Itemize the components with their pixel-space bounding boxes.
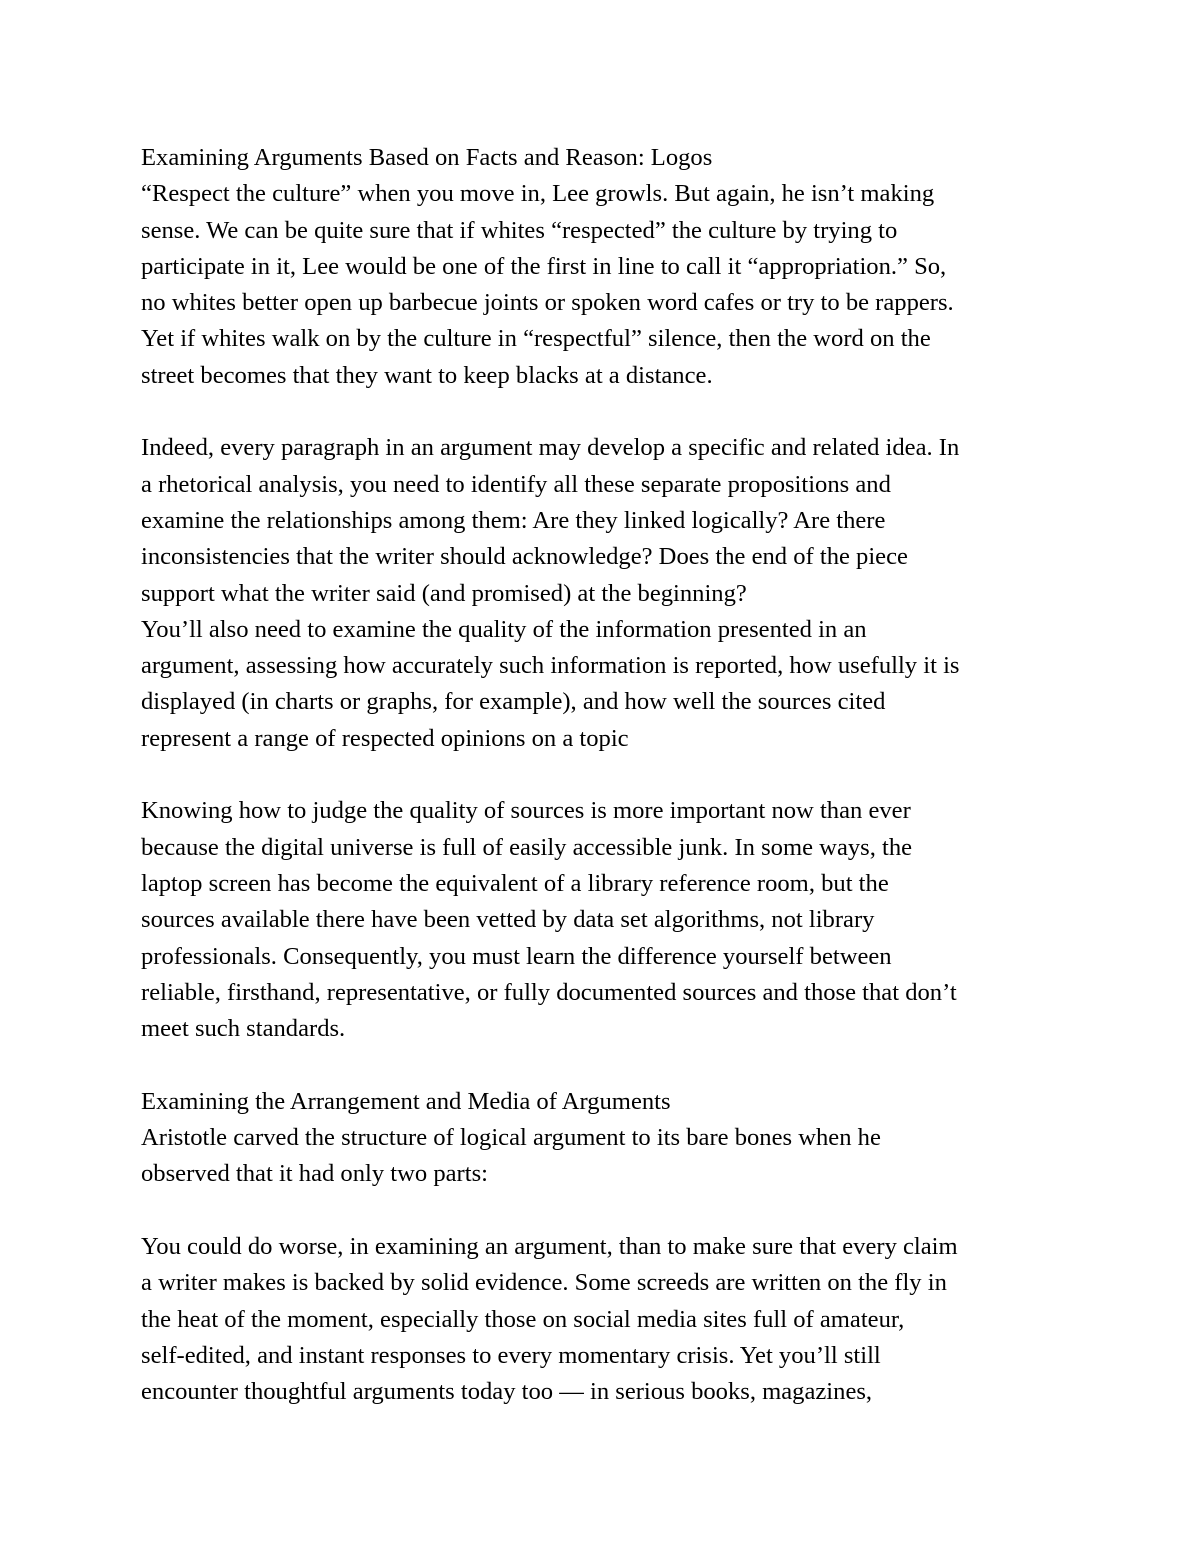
text-line: no whites better open up barbecue joints or spoken word cafes or try to be rappers. [141, 289, 954, 317]
text-line: because the digital universe is full of easily accessible junk. In some ways, the [141, 833, 913, 861]
text-line: participate in it, Lee would be one of the first in line to call it “appropriation.” So, [141, 252, 947, 280]
text-line: Knowing how to judge the quality of sources is more important now than ever [141, 797, 911, 825]
text-line: displayed (in charts or graphs, for example), and how well the sources cited [141, 688, 886, 716]
section-heading: Examining the Arrangement and Media of Arguments [141, 1087, 671, 1115]
text-line: meet such standards. [141, 1015, 346, 1043]
text-line: street becomes that they want to keep blacks at a distance. [141, 361, 713, 389]
section-heading: Examining Arguments Based on Facts and Reason: Logos [141, 144, 713, 171]
text-line: support what the writer said (and promised) at the beginning? [141, 579, 747, 607]
text-line: “Respect the culture” when you move in, Lee growls. But again, he isn’t making [141, 180, 935, 208]
paragraph-spacer [141, 1047, 1081, 1083]
text-line: sources available there have been vetted by data set algorithms, not library [141, 906, 875, 934]
text-line: Indeed, every paragraph in an argument may develop a specific and related idea. In [141, 434, 960, 462]
paragraph-evidence [141, 1229, 1081, 1410]
text-line: argument, assessing how accurately such information is reported, how usefully it is [141, 652, 960, 680]
document-body [141, 140, 1081, 1410]
text-line: reliable, firsthand, representative, or fully documented sources and those that don’t [141, 978, 957, 1006]
section-logos [141, 140, 1081, 394]
text-line: a rhetorical analysis, you need to identify all these separate propositions and [141, 470, 891, 498]
text-line: self-edited, and instant responses to every momentary crisis. Yet you’ll still [141, 1341, 881, 1369]
text-line: represent a range of respected opinions on a topic [141, 724, 629, 752]
text-line: professionals. Consequently, you must learn the difference yourself between [141, 942, 892, 970]
paragraph-analysis [141, 430, 1081, 757]
text-line: observed that it had only two parts: [141, 1160, 488, 1188]
text-line: a writer makes is backed by solid evidence. Some screeds are written on the fly in [141, 1269, 947, 1297]
text-line: laptop screen has become the equivalent of a library reference room, but the [141, 869, 889, 897]
text-line: the heat of the moment, especially those on social media sites full of amateur, [141, 1305, 905, 1333]
text-line: encounter thoughtful arguments today too — in serious books, magazines, [141, 1378, 873, 1406]
text-line: You could do worse, in examining an argument, than to make sure that every claim [141, 1232, 958, 1260]
text-line: Yet if whites walk on by the culture in “respectful” silence, then the word on the [141, 325, 931, 353]
paragraph-spacer [141, 757, 1081, 793]
text-line: Aristotle carved the structure of logical argument to its bare bones when he [141, 1124, 881, 1152]
paragraph-sources [141, 793, 1081, 1047]
text-line: inconsistencies that the writer should acknowledge? Does the end of the piece [141, 543, 908, 571]
paragraph-spacer [141, 1193, 1081, 1229]
text-line: sense. We can be quite sure that if whites “respected” the culture by trying to [141, 216, 898, 244]
text-line: examine the relationships among them: Are they linked logically? Are there [141, 506, 886, 534]
paragraph-spacer [141, 394, 1081, 430]
text-line: You’ll also need to examine the quality of the information presented in an [141, 615, 867, 643]
section-arrangement [141, 1084, 1081, 1193]
